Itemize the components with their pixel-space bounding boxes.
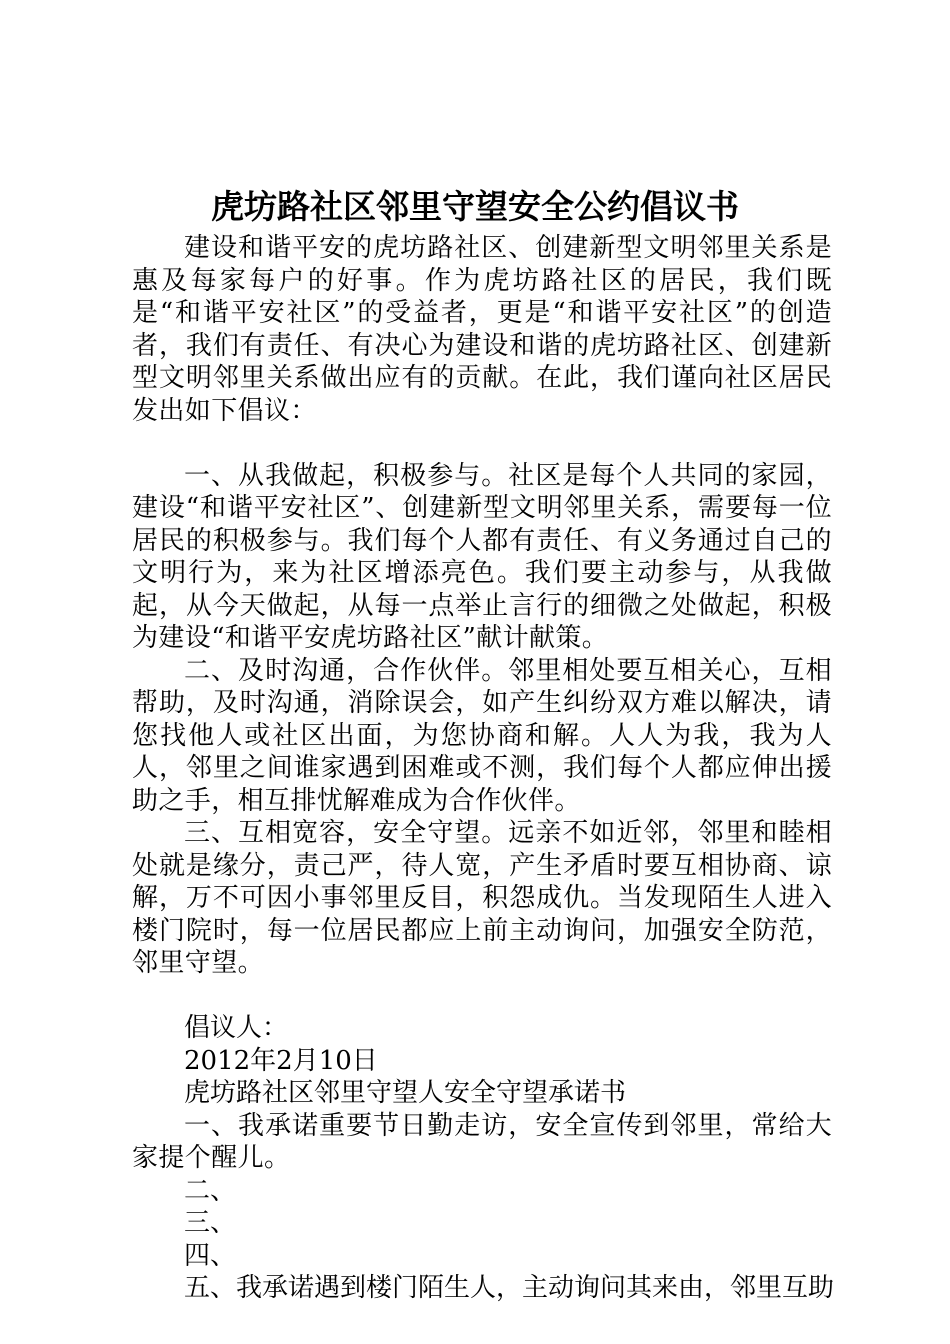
pledge-title: 虎坊路社区邻里守望人安全守望承诺书	[184, 1078, 627, 1108]
pledge-item-1: 一、我承诺重要节日勤走访，安全宣传到邻里，常给大家提个醒儿。	[132, 1110, 832, 1173]
pledge-item-2: 二、	[184, 1175, 237, 1206]
document-date: 2012年2月10日	[184, 1045, 378, 1076]
pledge-item-5: 五、我承诺遇到楼门陌生人，主动询问其来由，邻里互助	[184, 1273, 835, 1303]
pledge-item-3: 三、	[184, 1208, 237, 1238]
document-title: 虎坊路社区邻里守望安全公约倡议书	[211, 187, 739, 226]
paragraph-gap	[132, 427, 832, 460]
document-body	[132, 232, 835, 1305]
initiative-item-2: 二、及时沟通，合作伙伴。邻里相处要互相关心，互相帮助，及时沟通，消除误会，如产生纠纷双方难以解决，请您找他人或社区出面，为您协商和解。人人为我，我为人人，邻里之间谁家遇到困难或不测，我们每个人都应伸出援助之手，相互排忧解难成为合作伙伴。	[132, 655, 832, 816]
initiator-label: 倡议人：	[184, 1013, 289, 1043]
paragraph-gap	[132, 980, 832, 1013]
initiative-item-1: 一、从我做起，积极参与。社区是每个人共同的家园，建设“和谐平安社区”、创建新型文明邻里关系，需要每一位居民的积极参与。我们每个人都有责任、有义务通过自己的文明行为，来为社区增添亮色。我们要主动参与，从我做起，从今天做起，从每一点举止言行的细微之处做起，积极为建设“和谐平安虎坊路社区”献计献策。	[132, 460, 832, 653]
intro-paragraph: 建设和谐平安的虎坊路社区、创建新型文明邻里关系是惠及每家每户的好事。作为虎坊路社区的居民，我们既是“和谐平安社区”的受益者，更是“和谐平安社区”的创造者，我们有责任、有决心为建设和谐的虎坊路社区、创建新型文明邻里关系做出应有的贡献。在此，我们谨向社区居民发出如下倡议：	[132, 233, 832, 426]
pledge-item-4: 四、	[184, 1240, 237, 1271]
initiative-item-3: 三、互相宽容，安全守望。远亲不如近邻，邻里和睦相处就是缘分，责己严，待人宽，产生矛盾时要互相协商、谅解，万不可因小事邻里反目，积怨成仇。当发现陌生人进入楼门院时，每一位居民都应上前主动询问，加强安全防范，邻里守望。	[132, 818, 832, 978]
